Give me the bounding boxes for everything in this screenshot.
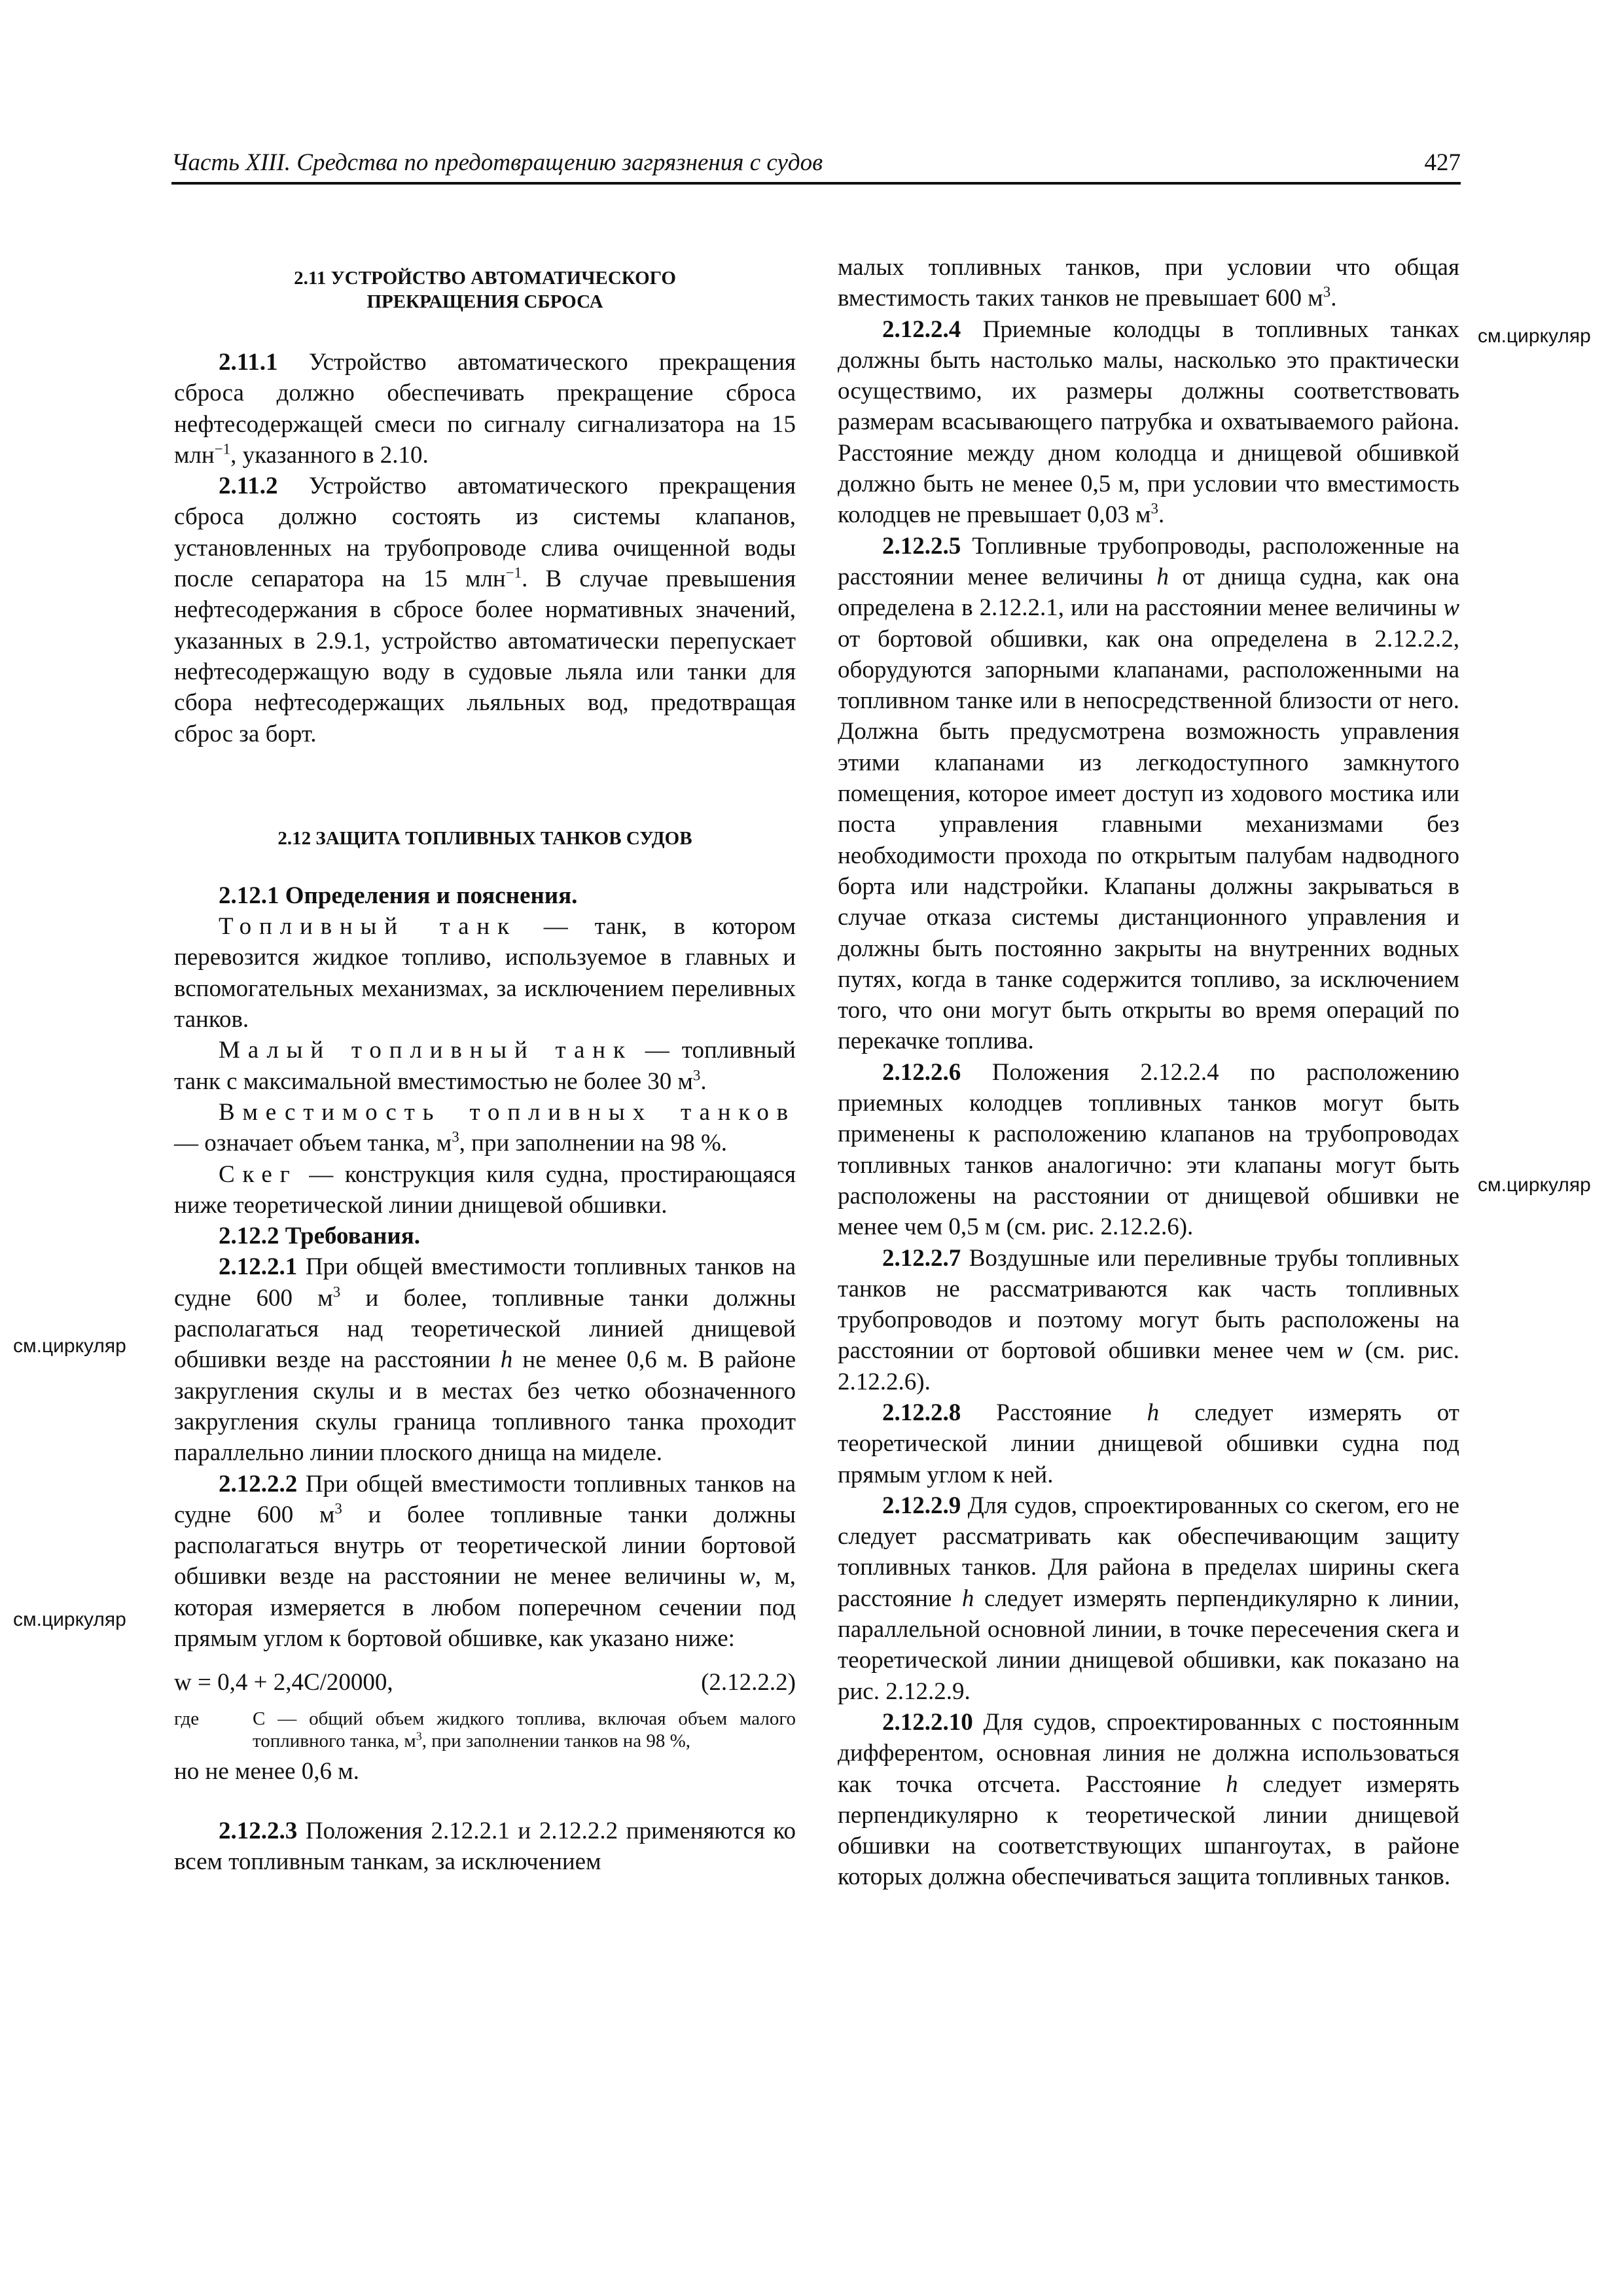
superscript: 3 bbox=[334, 1500, 342, 1517]
right-column bbox=[838, 252, 1459, 1893]
paragraph-text: . В случае превышения нефтесодержания в сбросе более нормативных значений, указанных в 2.9.1, устройство автоматически перепускает нефтесодержащую воду в судовые льяла или танки для сбора нефтесодержащих льяльных вод, предотвращая сброс за борт. bbox=[174, 565, 796, 747]
formula-2-12-2-2 bbox=[174, 1667, 796, 1698]
margin-note-2-12-2-4[interactable]: см.циркуляр bbox=[1478, 325, 1591, 347]
paragraph-2-12-2-6 bbox=[838, 1057, 1459, 1243]
paragraph-text: Устройство автоматического прекращения сброса должно обеспечивать прекращение сброса нефтесодержащей смеси по сигналу сигнализатора на 15 млн bbox=[174, 349, 796, 469]
clause-number: 2.12.2.1 bbox=[219, 1253, 298, 1281]
legend-text-part: C — общий объем жидкого топлива, включая объем малого топливного танка, м bbox=[253, 1708, 796, 1751]
paragraph-text: следует измерять от теоретической линии днищевой обшивки судна под прямым углом к ней. bbox=[838, 1399, 1459, 1488]
formula-expression: w = 0,4 + 2,4C/20000, bbox=[174, 1669, 393, 1696]
superscript: 3 bbox=[692, 1067, 701, 1084]
paragraph-text: При общей вместимости топливных танков на судне 600 м bbox=[174, 1470, 796, 1528]
variable: h bbox=[1147, 1399, 1160, 1426]
definition-term: Топливный танк bbox=[219, 913, 517, 941]
header-title: Часть XIII. Средства по предотвращению загрязнения с судов bbox=[171, 149, 823, 176]
paragraph-text: Положения 2.12.2.1 и 2.12.2.2 применяются ко всем топливным танкам, за исключением bbox=[174, 1817, 796, 1876]
subsection-title-2-12-2: 2.12.2 Требования. bbox=[219, 1223, 420, 1250]
paragraph-2-11-2 bbox=[174, 471, 796, 749]
section-heading-line-2: ПРЕКРАЩЕНИЯ СБРОСА bbox=[366, 291, 603, 312]
paragraph-2-12-2-3 bbox=[174, 1816, 796, 1878]
definition-tank-capacity bbox=[174, 1097, 796, 1159]
definition-text: , при заполнении на 98 %. bbox=[459, 1130, 728, 1157]
margin-note-2-12-2-2[interactable]: см.циркуляр bbox=[13, 1609, 126, 1630]
clause-number: 2.11.2 bbox=[219, 473, 278, 500]
paragraph-2-12-2-7 bbox=[838, 1243, 1459, 1397]
paragraph-text: , указанного в 2.10. bbox=[230, 441, 429, 469]
paragraph-text: Для судов, спроектированных с постоянным дифферентом, основная линия не должна использоваться как точка отсчета. Расстояние bbox=[838, 1708, 1459, 1798]
superscript: 3 bbox=[416, 1729, 422, 1742]
clause-number: 2.11.1 bbox=[219, 349, 278, 376]
legend-text bbox=[253, 1708, 796, 1752]
superscript: 3 bbox=[452, 1128, 459, 1145]
paragraph-text: (см. рис. 2.12.2.6). bbox=[838, 1337, 1459, 1395]
variable: h bbox=[1156, 563, 1169, 590]
definition-term: Скег bbox=[219, 1160, 298, 1188]
clause-number: 2.12.2.5 bbox=[882, 532, 961, 560]
margin-note-2-12-2-6[interactable]: см.циркуляр bbox=[1478, 1174, 1591, 1196]
formula-reference: (2.12.2.2) bbox=[701, 1669, 796, 1696]
definition-text: . bbox=[700, 1067, 707, 1095]
paragraph-2-12-2-5 bbox=[838, 531, 1459, 1057]
definition-text: — танк, в котором перевозится жидкое топливо, используемое в главных и вспомогательных механизмах, за исключением переливных танков. bbox=[174, 913, 796, 1033]
definition-term: Малый топливный танк bbox=[219, 1037, 633, 1064]
legend-label: где bbox=[174, 1708, 200, 1729]
margin-note-2-12-2-1[interactable]: см.циркуляр bbox=[13, 1335, 126, 1357]
paragraph-text: Топливные трубопроводы, расположенные на расстоянии менее величины bbox=[838, 532, 1459, 590]
paragraph-text: от днища судна, как она определена в 2.12.2.1, или на расстоянии менее величины bbox=[838, 563, 1459, 622]
superscript: 3 bbox=[1150, 501, 1158, 518]
clause-number: 2.12.2.8 bbox=[882, 1399, 961, 1426]
variable: h bbox=[500, 1346, 513, 1374]
definition-text: — топливный танк с максимальной вместимостью не более 30 м bbox=[174, 1037, 796, 1095]
paragraph-2-12-2-3-continued bbox=[838, 252, 1459, 314]
superscript: 3 bbox=[1323, 283, 1331, 300]
formula-legend bbox=[174, 1708, 796, 1752]
paragraph-2-12-2-8 bbox=[838, 1397, 1459, 1490]
section-heading-2-12: 2.12 ЗАЩИТА ТОПЛИВНЫХ ТАНКОВ СУДОВ bbox=[277, 827, 692, 849]
paragraph-2-11-1 bbox=[174, 347, 796, 471]
paragraph-2-12-2-2 bbox=[174, 1469, 796, 1655]
paragraph-text: и более, топливные танки должны располагаться над теоретической линией днищевой обшивки везде на расстоянии bbox=[174, 1284, 796, 1374]
paragraph-text: Положения 2.12.2.4 по расположению приемных колодцев топливных танков могут быть применены к расположению клапанов на трубопроводах топливных танков аналогично: эти клапаны могут быть расположены на расстоянии от днищевой обшивки не менее чем 0,5 м (см. рис. 2.12.2.6). bbox=[838, 1058, 1459, 1241]
definition-term: Вместимость топливных танков bbox=[219, 1098, 796, 1126]
paragraph-text: Устройство автоматического прекращения сброса должно состоять из системы клапанов, установленных на трубопроводе слива очищенной воды после сепаратора на 15 млн bbox=[174, 473, 796, 593]
paragraph-text: Воздушные или переливные трубы топливных танков не рассматриваются как часть топливных трубопроводов и поэтому могут быть расположены на расстоянии от бортовой обшивки менее чем bbox=[838, 1244, 1459, 1365]
clause-number: 2.12.2.10 bbox=[882, 1708, 973, 1736]
running-header bbox=[171, 143, 1461, 185]
section-heading-line-1: 2.11 УСТРОЙСТВО АВТОМАТИЧЕСКОГО bbox=[294, 268, 676, 289]
paragraph-text: Для судов, спроектированных со скегом, его не следует рассматривать как обеспечивающим защиту топливных танков. Для района в пределах ширины скега расстояние bbox=[838, 1492, 1459, 1612]
superscript: 3 bbox=[332, 1283, 341, 1300]
variable: w bbox=[1443, 594, 1459, 622]
definition-text: — конструкция киля судна, простирающаяся ниже теоретической линии днищевой обшивки. bbox=[174, 1160, 796, 1219]
variable: w bbox=[1336, 1337, 1353, 1365]
clause-number: 2.12.2.4 bbox=[882, 315, 961, 343]
variable: h bbox=[1226, 1770, 1238, 1798]
paragraph-text: и более топливные танки должны располагаться внутрь от теоретической линии бортовой обшивки везде на расстоянии не менее величины bbox=[174, 1501, 796, 1590]
paragraph-text: не менее 0,6 м. В районе закругления скулы и в местах без четко обозначенного закругления скулы граница топливного танка проходит параллельно линии плоского днища на миделе. bbox=[174, 1346, 796, 1467]
section-heading-2-11 bbox=[174, 266, 796, 314]
variable: h bbox=[961, 1585, 974, 1612]
paragraph-text: малых топливных танков, при условии что общая вместимость таких танков не превышает 600 м bbox=[838, 254, 1459, 312]
clause-number: 2.12.2.7 bbox=[882, 1244, 961, 1272]
paragraph-2-12-2-4 bbox=[838, 314, 1459, 531]
subsection-title-2-12-1: 2.12.1 Определения и пояснения. bbox=[219, 882, 578, 909]
paragraph-2-12-2-9 bbox=[838, 1490, 1459, 1707]
paragraph-text: Приемные колодцы в топливных танках должны быть настолько малы, насколько это практически осуществимо, их размеры должны соответствовать размерам всасывающего патрубка и охватываемого района. Расстояние между дном колодца и днищевой обшивкой должно быть не менее 0,5 м, при условии что вместимость колодцев не превышает 0,03 м bbox=[838, 315, 1459, 529]
paragraph-text: Расстояние bbox=[961, 1399, 1147, 1426]
clause-number: 2.12.2.2 bbox=[219, 1470, 298, 1498]
paragraph-text: , м, которая измеряется в любом поперечном сечении под прямым углом к бортовой обшивке, как указано ниже: bbox=[174, 1563, 796, 1652]
paragraph-text: При общей вместимости топливных танков на судне 600 м bbox=[174, 1253, 796, 1312]
left-column bbox=[174, 252, 796, 1877]
definition-text: — означает объем танка, м bbox=[174, 1130, 452, 1157]
definition-skeg bbox=[174, 1159, 796, 1221]
minimum-note: но не менее 0,6 м. bbox=[174, 1757, 359, 1785]
superscript: −1 bbox=[505, 564, 522, 581]
clause-number: 2.12.2.3 bbox=[219, 1817, 298, 1844]
definition-small-fuel-tank bbox=[174, 1035, 796, 1097]
paragraph-text: . bbox=[1330, 285, 1337, 312]
superscript: −1 bbox=[214, 440, 231, 457]
clause-number: 2.12.2.6 bbox=[882, 1058, 961, 1086]
legend-text-part: , при заполнении танков на 98 %, bbox=[421, 1730, 691, 1751]
page-number: 427 bbox=[1424, 149, 1461, 176]
definition-fuel-tank bbox=[174, 911, 796, 1035]
clause-number: 2.12.2.9 bbox=[882, 1492, 961, 1519]
paragraph-2-12-2-10 bbox=[838, 1707, 1459, 1893]
paragraph-text: от бортовой обшивки, как она определена в 2.12.2.2, оборудуются запорными клапанами, расположенными на топливном танке или в непосредственной близости от него. Должна быть предусмотрена возможность управления этими клапанами из легкодоступного замкнутого помещения, которое имеет доступ из ходового мостика или поста управления главными механизмами без необходимости прохода по открытым палубам надводного борта или надстройки. Клапаны должны закрываться в случае отказа системы дистанционного управления и должны быть постоянно закрыты на внутренних водных путях, когда в танке содержится топливо, за исключением того, что они могут быть открыты во время операций по перекачке топлива. bbox=[838, 625, 1459, 1055]
paragraph-2-12-2-1 bbox=[174, 1251, 796, 1468]
paragraph-text: следует измерять перпендикулярно к теоретической линии днищевой обшивки на соответствующих шпангоутах, в районе которых должна обеспечиваться защита топливных танков. bbox=[838, 1770, 1459, 1891]
paragraph-text: . bbox=[1158, 501, 1165, 529]
variable: w bbox=[739, 1563, 755, 1590]
paragraph-text: следует измерять перпендикулярно к линии, параллельной основной линии, в точке пересечения скега и теоретической линии днищевой обшивки, как показано на рис. 2.12.2.9. bbox=[838, 1585, 1459, 1705]
